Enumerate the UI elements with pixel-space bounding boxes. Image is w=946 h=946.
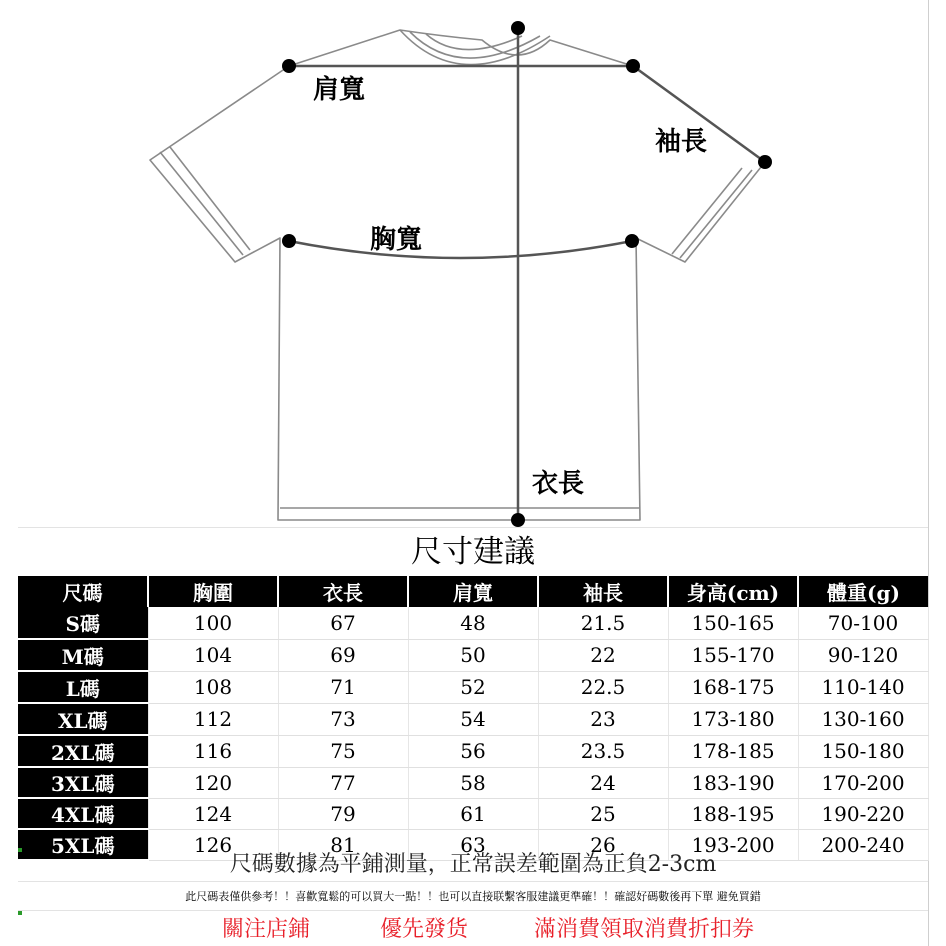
size-cell: XL碼 xyxy=(18,703,148,735)
height-cell: 155-170 xyxy=(668,639,798,671)
shoulder-cell: 58 xyxy=(408,767,538,798)
sleeve-cell: 26 xyxy=(538,829,668,860)
size-table xyxy=(18,576,929,861)
weight-cell: 170-200 xyxy=(798,767,928,798)
header-sleeve: 袖長 xyxy=(538,576,668,607)
shoulder-cell: 61 xyxy=(408,798,538,829)
table-row xyxy=(18,735,928,767)
length-bottom-dot xyxy=(511,513,525,527)
height-cell: 178-185 xyxy=(668,735,798,767)
length-cell: 79 xyxy=(278,798,408,829)
height-cell: 150-165 xyxy=(668,607,798,639)
sleeve-end-dot xyxy=(758,155,772,169)
sleeve-cell: 23.5 xyxy=(538,735,668,767)
chest-measure-line xyxy=(289,241,632,258)
follow-store-text: 關注店鋪 xyxy=(222,917,311,942)
weight-cell: 200-240 xyxy=(798,829,928,860)
chest-right-dot xyxy=(625,234,639,248)
sleeve-cell: 25 xyxy=(538,798,668,829)
sleeve-label: 袖長 xyxy=(655,127,708,157)
size-cell: S碼 xyxy=(18,607,148,639)
chest-left-dot xyxy=(282,234,296,248)
promo-bar xyxy=(0,914,946,946)
shoulder-cell: 50 xyxy=(408,639,538,671)
chest-cell: 100 xyxy=(148,607,278,639)
header-weight: 體重(g) xyxy=(798,576,928,607)
shoulder-cell: 54 xyxy=(408,703,538,735)
shoulder-cell: 52 xyxy=(408,671,538,703)
height-cell: 188-195 xyxy=(668,798,798,829)
length-cell: 71 xyxy=(278,671,408,703)
table-row xyxy=(18,607,928,639)
divider xyxy=(18,910,928,911)
table-row xyxy=(18,798,928,829)
height-cell: 183-190 xyxy=(668,767,798,798)
size-guide-title: 尺寸建議 xyxy=(411,534,535,570)
length-cell: 77 xyxy=(278,767,408,798)
divider xyxy=(18,527,928,528)
height-cell: 193-200 xyxy=(668,829,798,860)
length-cell: 67 xyxy=(278,607,408,639)
table-row xyxy=(18,703,928,735)
chest-cell: 124 xyxy=(148,798,278,829)
chest-cell: 116 xyxy=(148,735,278,767)
shoulder-left-dot xyxy=(282,59,296,73)
chest-cell: 112 xyxy=(148,703,278,735)
header-size: 尺碼 xyxy=(18,576,148,607)
size-cell: M碼 xyxy=(18,639,148,671)
table-header-row xyxy=(18,576,928,607)
sleeve-cell: 24 xyxy=(538,767,668,798)
chest-label: 胸寬 xyxy=(370,225,423,255)
table-row xyxy=(18,767,928,798)
measurement-note: 尺碼數據為平鋪測量，正常誤差範圍為正負2-3cm xyxy=(229,852,717,877)
sleeve-cell: 21.5 xyxy=(538,607,668,639)
weight-cell: 150-180 xyxy=(798,735,928,767)
header-height: 身高(cm) xyxy=(668,576,798,607)
shoulder-cell: 63 xyxy=(408,829,538,860)
priority-shipping-text: 優先發货 xyxy=(380,917,469,942)
length-cell: 73 xyxy=(278,703,408,735)
chest-cell: 120 xyxy=(148,767,278,798)
size-cell: 5XL碼 xyxy=(18,829,148,860)
weight-cell: 190-220 xyxy=(798,798,928,829)
header-length: 衣長 xyxy=(278,576,408,607)
length-cell: 81 xyxy=(278,829,408,860)
divider xyxy=(18,881,928,882)
length-cell: 69 xyxy=(278,639,408,671)
sleeve-cell: 22 xyxy=(538,639,668,671)
size-cell: 3XL碼 xyxy=(18,767,148,798)
chest-cell: 108 xyxy=(148,671,278,703)
chest-cell: 126 xyxy=(148,829,278,860)
size-cell: 2XL碼 xyxy=(18,735,148,767)
sleeve-cell: 23 xyxy=(538,703,668,735)
weight-cell: 110-140 xyxy=(798,671,928,703)
header-chest: 胸圍 xyxy=(148,576,278,607)
reference-note: 此尺碼表僅供參考！！喜歡寬鬆的可以買大一點！！也可以直接联繫客服建議更準確！！確認好碼數後再下單 避免買錯 xyxy=(185,890,761,903)
header-shoulder: 肩寬 xyxy=(408,576,538,607)
weight-cell: 130-160 xyxy=(798,703,928,735)
shoulder-cell: 56 xyxy=(408,735,538,767)
weight-cell: 70-100 xyxy=(798,607,928,639)
table-row xyxy=(18,639,928,671)
size-cell: L碼 xyxy=(18,671,148,703)
length-label: 衣長 xyxy=(532,469,585,499)
shoulder-label: 肩寬 xyxy=(313,75,366,105)
weight-cell: 90-120 xyxy=(798,639,928,671)
shoulder-right-dot xyxy=(626,59,640,73)
size-cell: 4XL碼 xyxy=(18,798,148,829)
discount-coupon-text: 滿消費領取消費折扣券 xyxy=(534,917,755,942)
tshirt-outline xyxy=(150,30,765,520)
height-cell: 173-180 xyxy=(668,703,798,735)
tshirt-collar xyxy=(400,30,550,65)
table-row xyxy=(18,671,928,703)
length-top-dot xyxy=(511,21,525,35)
shoulder-cell: 48 xyxy=(408,607,538,639)
sleeve-cell: 22.5 xyxy=(538,671,668,703)
chest-cell: 104 xyxy=(148,639,278,671)
length-cell: 75 xyxy=(278,735,408,767)
height-cell: 168-175 xyxy=(668,671,798,703)
